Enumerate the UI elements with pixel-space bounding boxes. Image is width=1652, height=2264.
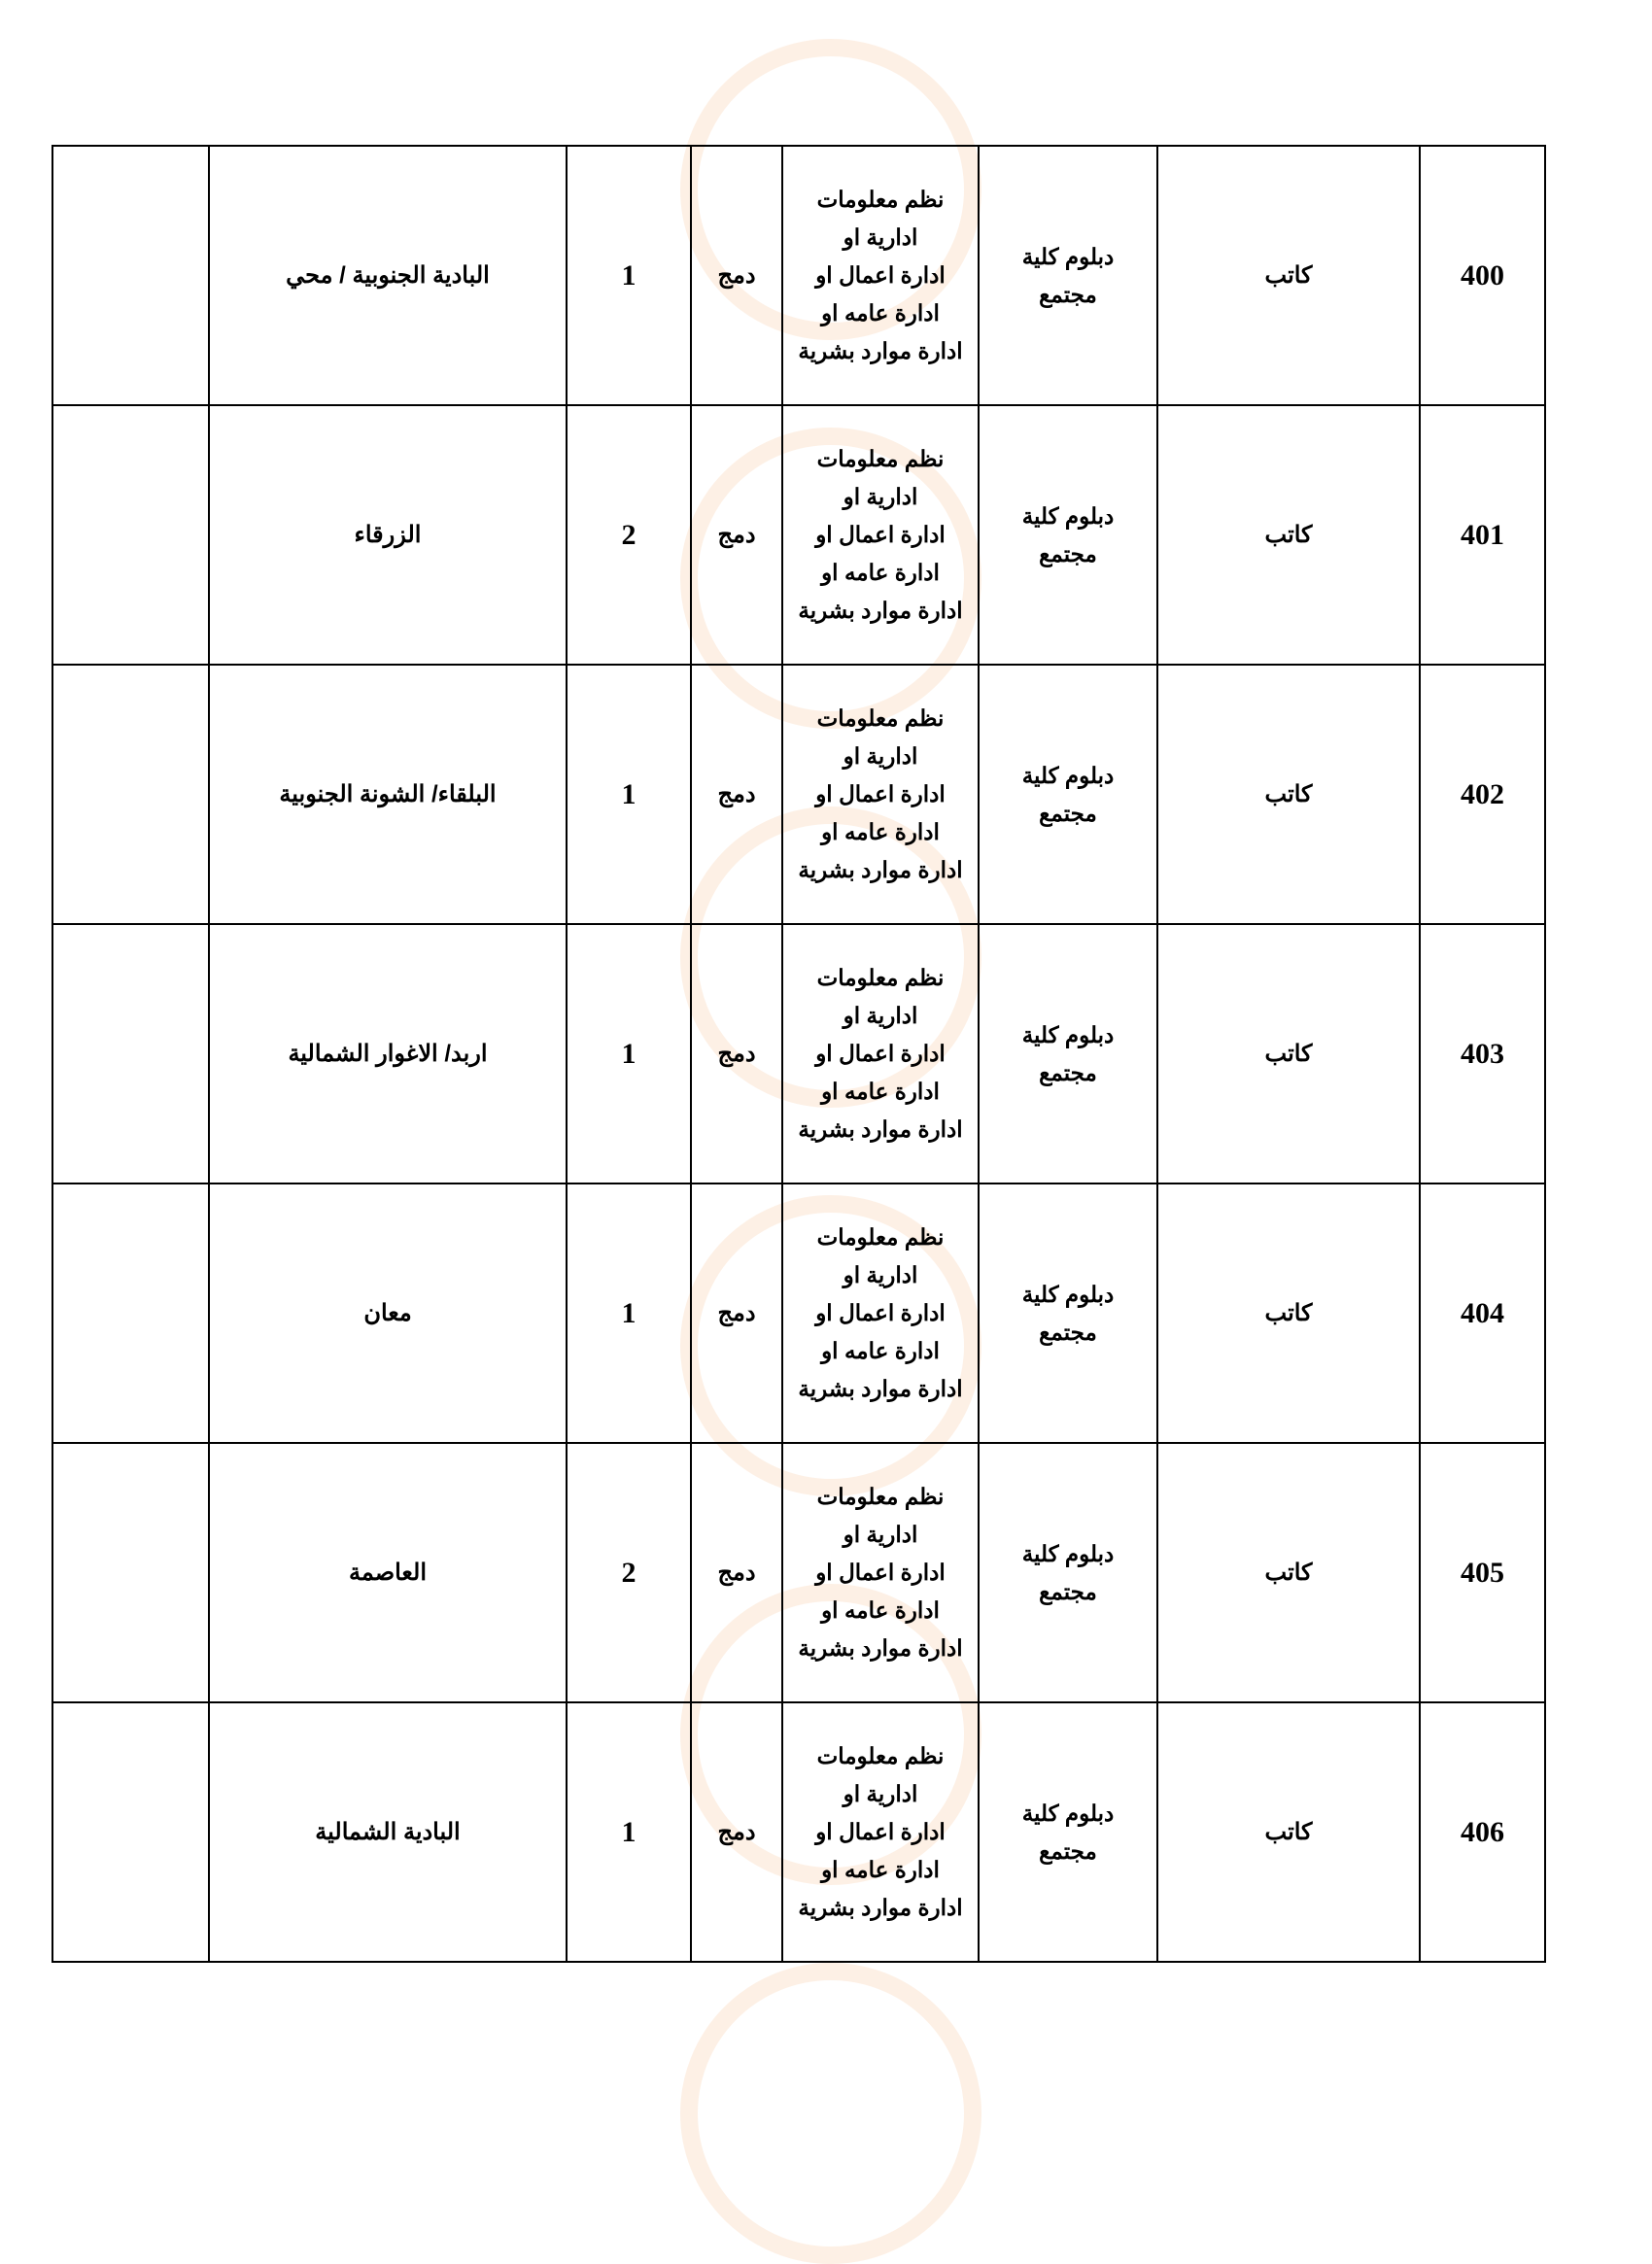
cell-type: دمج (691, 405, 782, 665)
table-row (52, 146, 1545, 405)
cell-region: البادية الجنوبية / محي (209, 146, 567, 405)
cell-region: البادية الشمالية (209, 1702, 567, 1962)
cell-major: نظم معلومات ادارية او ادارة اعمال او ادارة عامه او ادارة موارد بشرية (782, 1443, 979, 1702)
table-row (52, 1702, 1545, 1962)
cell-notes (52, 1183, 209, 1443)
cell-number: 404 (1420, 1183, 1545, 1443)
cell-major: نظم معلومات ادارية او ادارة اعمال او ادارة عامه او ادارة موارد بشرية (782, 146, 979, 405)
cell-notes (52, 924, 209, 1183)
cell-type: دمج (691, 665, 782, 924)
cell-region: العاصمة (209, 1443, 567, 1702)
cell-type: دمج (691, 1183, 782, 1443)
cell-region: اربد/ الاغوار الشمالية (209, 924, 567, 1183)
cell-major: نظم معلومات ادارية او ادارة اعمال او ادارة عامه او ادارة موارد بشرية (782, 405, 979, 665)
jobs-table (52, 145, 1546, 1963)
cell-notes (52, 665, 209, 924)
cell-notes (52, 146, 209, 405)
cell-type: دمج (691, 146, 782, 405)
cell-title: كاتب (1157, 1443, 1420, 1702)
cell-count: 1 (567, 924, 691, 1183)
cell-notes (52, 1702, 209, 1962)
cell-title: كاتب (1157, 146, 1420, 405)
watermark-logo (680, 1963, 981, 2264)
cell-degree: دبلوم كلية مجتمع (979, 1443, 1157, 1702)
cell-type: دمج (691, 1443, 782, 1702)
table-row (52, 1183, 1545, 1443)
cell-type: دمج (691, 924, 782, 1183)
cell-number: 403 (1420, 924, 1545, 1183)
cell-count: 1 (567, 146, 691, 405)
cell-number: 400 (1420, 146, 1545, 405)
cell-title: كاتب (1157, 665, 1420, 924)
cell-count: 1 (567, 1183, 691, 1443)
cell-notes (52, 405, 209, 665)
cell-degree: دبلوم كلية مجتمع (979, 1702, 1157, 1962)
cell-number: 406 (1420, 1702, 1545, 1962)
cell-degree: دبلوم كلية مجتمع (979, 1183, 1157, 1443)
cell-region: البلقاء/ الشونة الجنوبية (209, 665, 567, 924)
cell-title: كاتب (1157, 1183, 1420, 1443)
table-row (52, 924, 1545, 1183)
cell-major: نظم معلومات ادارية او ادارة اعمال او ادارة عامه او ادارة موارد بشرية (782, 1702, 979, 1962)
cell-region: الزرقاء (209, 405, 567, 665)
cell-major: نظم معلومات ادارية او ادارة اعمال او ادارة عامه او ادارة موارد بشرية (782, 1183, 979, 1443)
cell-degree: دبلوم كلية مجتمع (979, 924, 1157, 1183)
table-row (52, 405, 1545, 665)
cell-degree: دبلوم كلية مجتمع (979, 146, 1157, 405)
cell-count: 2 (567, 405, 691, 665)
cell-major: نظم معلومات ادارية او ادارة اعمال او ادارة عامه او ادارة موارد بشرية (782, 924, 979, 1183)
cell-degree: دبلوم كلية مجتمع (979, 405, 1157, 665)
cell-count: 1 (567, 665, 691, 924)
cell-region: معان (209, 1183, 567, 1443)
cell-degree: دبلوم كلية مجتمع (979, 665, 1157, 924)
cell-type: دمج (691, 1702, 782, 1962)
cell-count: 1 (567, 1702, 691, 1962)
cell-number: 405 (1420, 1443, 1545, 1702)
table-row (52, 665, 1545, 924)
cell-title: كاتب (1157, 924, 1420, 1183)
cell-count: 2 (567, 1443, 691, 1702)
table-row (52, 1443, 1545, 1702)
cell-number: 401 (1420, 405, 1545, 665)
cell-notes (52, 1443, 209, 1702)
cell-number: 402 (1420, 665, 1545, 924)
cell-title: كاتب (1157, 405, 1420, 665)
cell-major: نظم معلومات ادارية او ادارة اعمال او ادارة عامه او ادارة موارد بشرية (782, 665, 979, 924)
cell-title: كاتب (1157, 1702, 1420, 1962)
